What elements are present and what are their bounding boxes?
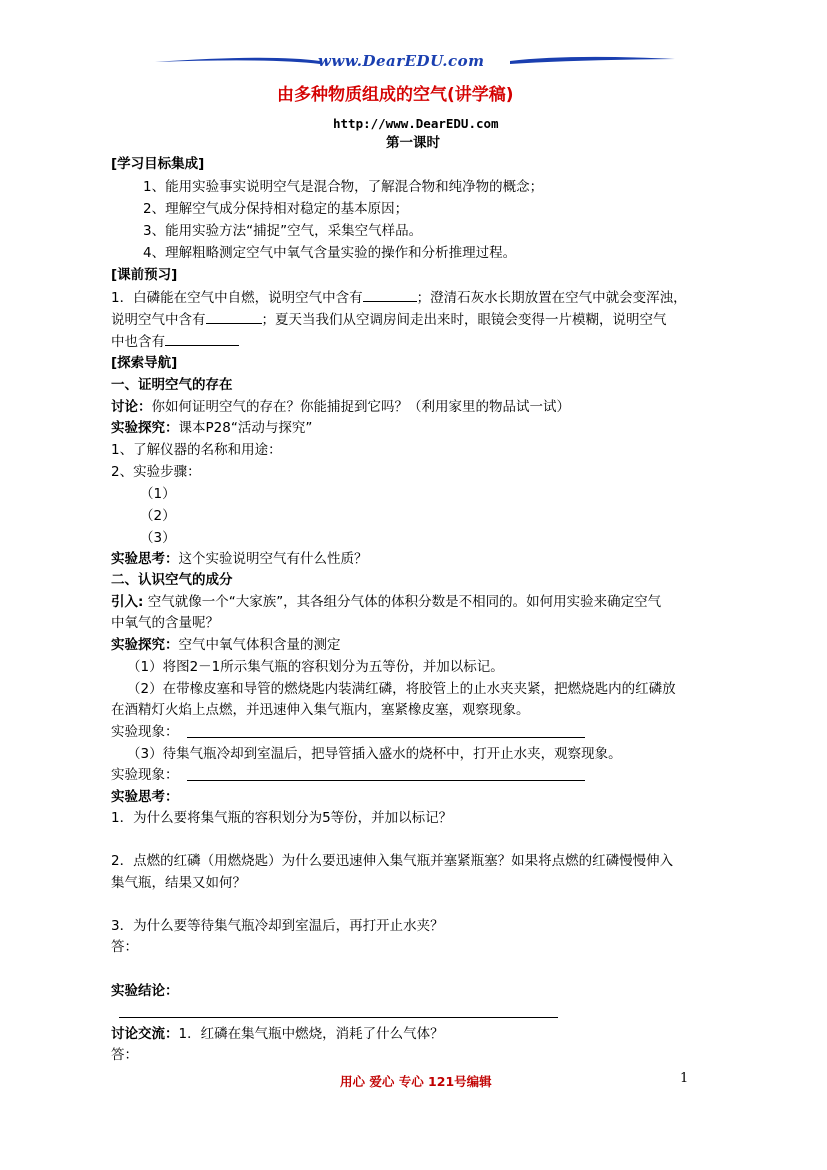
lesson-label: 第一课时 [386,135,440,151]
subheading-air-exists: 一、证明空气的存在 [111,377,233,393]
procedure-step-2-cont: 在酒精灯火焰上点燃，并迅速伸入集气瓶内，塞紧橡皮塞，观察现象。 [111,702,530,718]
question-1: 1．为什么要将集气瓶的容积划分为5等份，并加以标记？ [111,810,453,826]
answer-label: 答： [111,939,138,955]
question-3: 3．为什么要等待集气瓶冷却到室温后，再打开止水夹？ [111,918,444,934]
step-line: 1、了解仪器的名称和用途： [111,442,282,458]
answer-blank[interactable] [165,331,239,346]
sub-step: （3） [140,530,176,546]
footer-motto: 用心 爱心 专心 121号编辑 [340,1074,492,1089]
preview-line-2: 说明空气中含有 ；夏天当我们从空调房间走出来时，眼镜会变得一片模糊，说明空气 [111,309,667,331]
answer-label: 答： [111,1047,138,1063]
sub-step: （2） [140,508,176,524]
experiment-line-2: 实验探究：空气中氧气体积含量的测定 [111,637,341,653]
intro-line-2: 中氧气的含量呢？ [111,615,219,631]
goal-item: 3、能用实验方法“捕捉”空气，采集空气样品。 [143,223,423,239]
step-line: 2、实验步骤： [111,464,201,480]
page-number: 1 [680,1071,689,1086]
subheading-air-composition: 二、认识空气的成分 [111,572,233,588]
observation-answer-line[interactable] [187,737,585,738]
procedure-step-1: （1）将图2－1所示集气瓶的容积划分为五等份，并加以标记。 [127,659,504,675]
preview-line-3: 中也含有 [111,331,239,353]
site-name[interactable]: www.DearEDU.com [318,52,485,70]
goal-item: 2、理解空气成分保持相对稳定的基本原因； [143,201,409,217]
observation-label-1: 实验现象： [111,724,179,740]
section-heading-explore: [探索导航] [111,355,178,371]
discussion-exchange: 讨论交流：1．红磷在集气瓶中燃烧，消耗了什么气体？ [111,1026,444,1042]
answer-blank[interactable] [206,309,262,324]
document-title: 由多种物质组成的空气(讲学稿) [277,85,514,105]
site-url[interactable]: http://www.DearEDU.com [333,116,499,131]
question-2: 2．点燃的红磷（用燃烧匙）为什么要迅速伸入集气瓶并塞紧瓶塞？如果将点燃的红磷慢慢伸入 [111,853,674,869]
answer-blank[interactable] [363,287,417,302]
section-heading-goals: [学习目标集成] [111,156,205,172]
thinking-heading: 实验思考： [111,789,179,805]
preview-line-1: 1．白磷能在空气中自燃，说明空气中含有 ；澄清石灰水长期放置在空气中就会变浑浊， [111,287,687,309]
experiment-thinking: 实验思考：这个实验说明空气有什么性质？ [111,551,368,567]
observation-answer-line[interactable] [187,780,585,781]
experiment-line: 实验探究：课本P28“活动与探究” [111,420,313,436]
conclusion-heading: 实验结论： [111,983,179,999]
intro-line-1: 引入: 空气就像一个“大家族”，其各组分气体的体积分数是不相同的。如何用实验来确定空气 [111,594,662,610]
sub-step: （1） [140,486,176,502]
conclusion-answer-line[interactable] [119,1017,558,1018]
procedure-step-3: （3）待集气瓶冷却到室温后，把导管插入盛水的烧杯中，打开止水夹，观察现象。 [127,746,622,762]
goal-item: 1、能用实验事实说明空气是混合物，了解混合物和纯净物的概念； [143,179,544,195]
procedure-step-2: （2）在带橡皮塞和导管的燃烧匙内装满红磷，将胶管上的止水夹夹紧，把燃烧匙内的红磷放 [127,681,676,697]
discussion-line: 讨论：你如何证明空气的存在？你能捕捉到它吗？（利用家里的物品试一试） [111,399,570,415]
section-heading-preview: [课前预习] [111,267,178,283]
question-2-cont: 集气瓶，结果又如何？ [111,875,246,891]
observation-label-2: 实验现象： [111,767,179,783]
goal-item: 4、理解粗略测定空气中氧气含量实验的操作和分析推理过程。 [143,245,517,261]
